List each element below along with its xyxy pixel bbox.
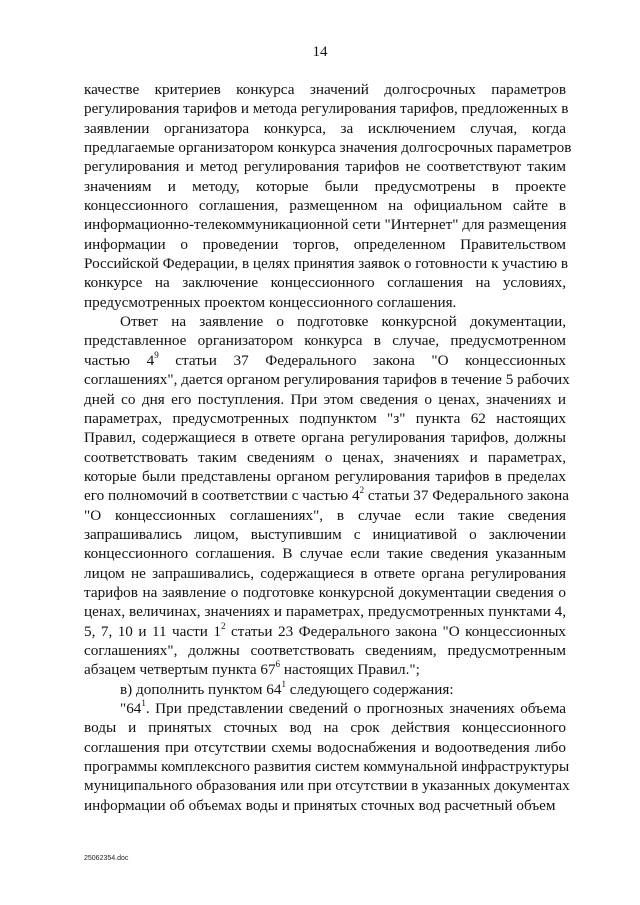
text-line <box>84 583 566 602</box>
text-run: статьи 37 Федерального закона "О концессионных <box>158 351 567 369</box>
text-line <box>84 235 566 254</box>
text-run: запрашивались лицом, выступившим с инициативой о заключении <box>84 525 566 543</box>
text-line <box>84 312 566 331</box>
text-line <box>84 757 570 776</box>
text-line <box>84 525 566 544</box>
text-run: концессионного соглашения, размещенном на официальном сайте в <box>84 197 566 215</box>
text-run: Российской Федерации, в целях принятия заявок о готовности к участию в <box>84 255 569 273</box>
text-line <box>84 738 566 757</box>
text-run: в) дополнить пунктом 64 <box>120 680 282 698</box>
text-run: статьи 37 Федерального закона <box>364 487 569 505</box>
text-run: настоящих Правил."; <box>280 661 420 679</box>
text-line <box>84 699 566 718</box>
text-line <box>84 351 566 370</box>
text-run: конкурсе на заключение концессионного соглашения на условиях, <box>84 274 566 292</box>
superscript: 9 <box>154 349 159 360</box>
superscript: 1 <box>141 698 146 708</box>
text-line <box>84 564 566 583</box>
text-line <box>84 177 566 196</box>
text-run: соглашения при отсутствии схемы водоснабжения и водоотведения либо <box>84 738 566 756</box>
text-line <box>84 254 569 273</box>
text-run: Правил, содержащиеся в ответе органа регулирования тарифов, должны <box>84 429 566 447</box>
text-run: качестве критериев конкурса значений долгосрочных параметров <box>84 81 566 98</box>
text-run: представленное организатором конкурса в случае, предусмотренном <box>84 332 566 350</box>
superscript: 2 <box>359 485 365 496</box>
text-line <box>84 448 566 467</box>
text-line <box>84 273 566 292</box>
text-line <box>84 138 572 157</box>
text-run: значениям и методу, которые были предусмотрены в проекте <box>84 177 566 195</box>
text-run: предусмотренных проектом концессионного соглашения. <box>84 293 457 311</box>
text-line <box>84 718 566 737</box>
text-run: соглашениях", дается органом регулирования тарифов в течение 5 рабочих <box>84 371 570 389</box>
text-run: регулирования тарифов и метода регулирования тарифов, предложенных в <box>84 100 569 118</box>
text-line <box>84 544 566 563</box>
paragraph <box>84 312 570 680</box>
text-run: информационно-телекоммуникационной сети "Интернет" для размещения <box>84 216 567 234</box>
text-line <box>84 641 566 660</box>
text-run: статьи 23 Федерального закона "О концессионных <box>225 622 567 640</box>
text-line <box>84 796 566 815</box>
text-line <box>84 293 566 312</box>
text-run: программы комплексного развития систем коммунальной инфраструктуры <box>84 758 570 776</box>
text-run: тарифов на заявление о подготовке конкурсной документации сведения о <box>84 583 566 601</box>
text-line <box>84 215 566 234</box>
text-run: 5, 7, 10 и 11 части 1 <box>84 622 221 640</box>
text-line <box>84 622 566 641</box>
paragraph <box>84 680 566 699</box>
text-line <box>84 331 566 350</box>
text-run: "О концессионных соглашениях", в случае если такие сведения <box>84 506 566 524</box>
superscript: 6 <box>275 659 281 670</box>
document-body <box>84 80 572 815</box>
text-run: лицом не запрашивались, содержащиеся в ответе органа регулирования <box>84 564 566 582</box>
text-run: ценах, величинах, значениях и параметрах, предусмотренных пунктами 4, <box>84 603 566 621</box>
text-run: концессионного соглашения. В случае если такие сведения указанным <box>84 545 566 563</box>
text-run: . При представлении сведений о прогнозных значениях объема <box>145 700 566 717</box>
text-line <box>84 196 566 215</box>
text-run: которые были представлены органом регулирования тарифов в пределах <box>84 467 566 485</box>
text-run: воды и принятых сточных вод на срок действия концессионного <box>84 719 566 737</box>
paragraph <box>84 80 572 312</box>
text-run: заявлении организатора конкурса, за исключением случая, когда <box>84 119 566 137</box>
text-run: дней со дня его поступления. При этом сведения о ценах, значениях и <box>84 390 566 408</box>
text-line <box>84 467 566 486</box>
text-line <box>84 485 569 505</box>
text-run: информации о проведении торгов, определенном Правительством <box>84 235 566 253</box>
text-line <box>84 602 566 621</box>
text-run: абзацем четвертым пункта 67 <box>84 661 276 679</box>
text-run: муниципального образования или при отсутствии в указанных документах <box>84 777 570 795</box>
text-line <box>84 80 566 99</box>
text-run: частью 4 <box>84 351 155 369</box>
text-line <box>84 506 566 525</box>
text-run: предлагаемые организатором конкурса значения долгосрочных параметров <box>84 139 572 157</box>
text-run: параметрах, предусмотренных подпунктом "з" пункта 62 настоящих <box>84 409 566 427</box>
text-run: регулирования и метод регулирования тарифов не соответствуют таким <box>84 158 566 176</box>
text-line <box>84 776 570 795</box>
text-line <box>84 157 566 176</box>
page-number: 14 <box>312 44 328 60</box>
paragraph <box>84 698 570 815</box>
text-line <box>84 409 566 428</box>
text-line <box>84 119 566 138</box>
text-run: его полномочий в соответствии с частью 4 <box>84 487 360 505</box>
text-line <box>84 390 566 409</box>
text-run: Ответ на заявление о подготовке конкурсной документации, <box>120 313 566 331</box>
superscript: 2 <box>220 620 226 631</box>
text-run: соответствовать таким сведениям о ценах, значениях и параметрах, <box>84 448 566 466</box>
text-run: соглашениях", должны соответствовать сведениям, предусмотренным <box>84 641 566 659</box>
text-line <box>84 428 566 447</box>
file-name-footer: 25062354.doc <box>84 855 129 862</box>
text-line <box>84 680 566 699</box>
text-run: "64 <box>120 700 142 717</box>
superscript: 1 <box>281 678 286 689</box>
text-run: информации об объемах воды и принятых сточных вод расчетный объем <box>84 796 556 814</box>
text-line <box>84 660 566 679</box>
text-line <box>84 99 569 118</box>
text-line <box>84 370 570 389</box>
text-run: следующего содержания: <box>285 680 454 698</box>
